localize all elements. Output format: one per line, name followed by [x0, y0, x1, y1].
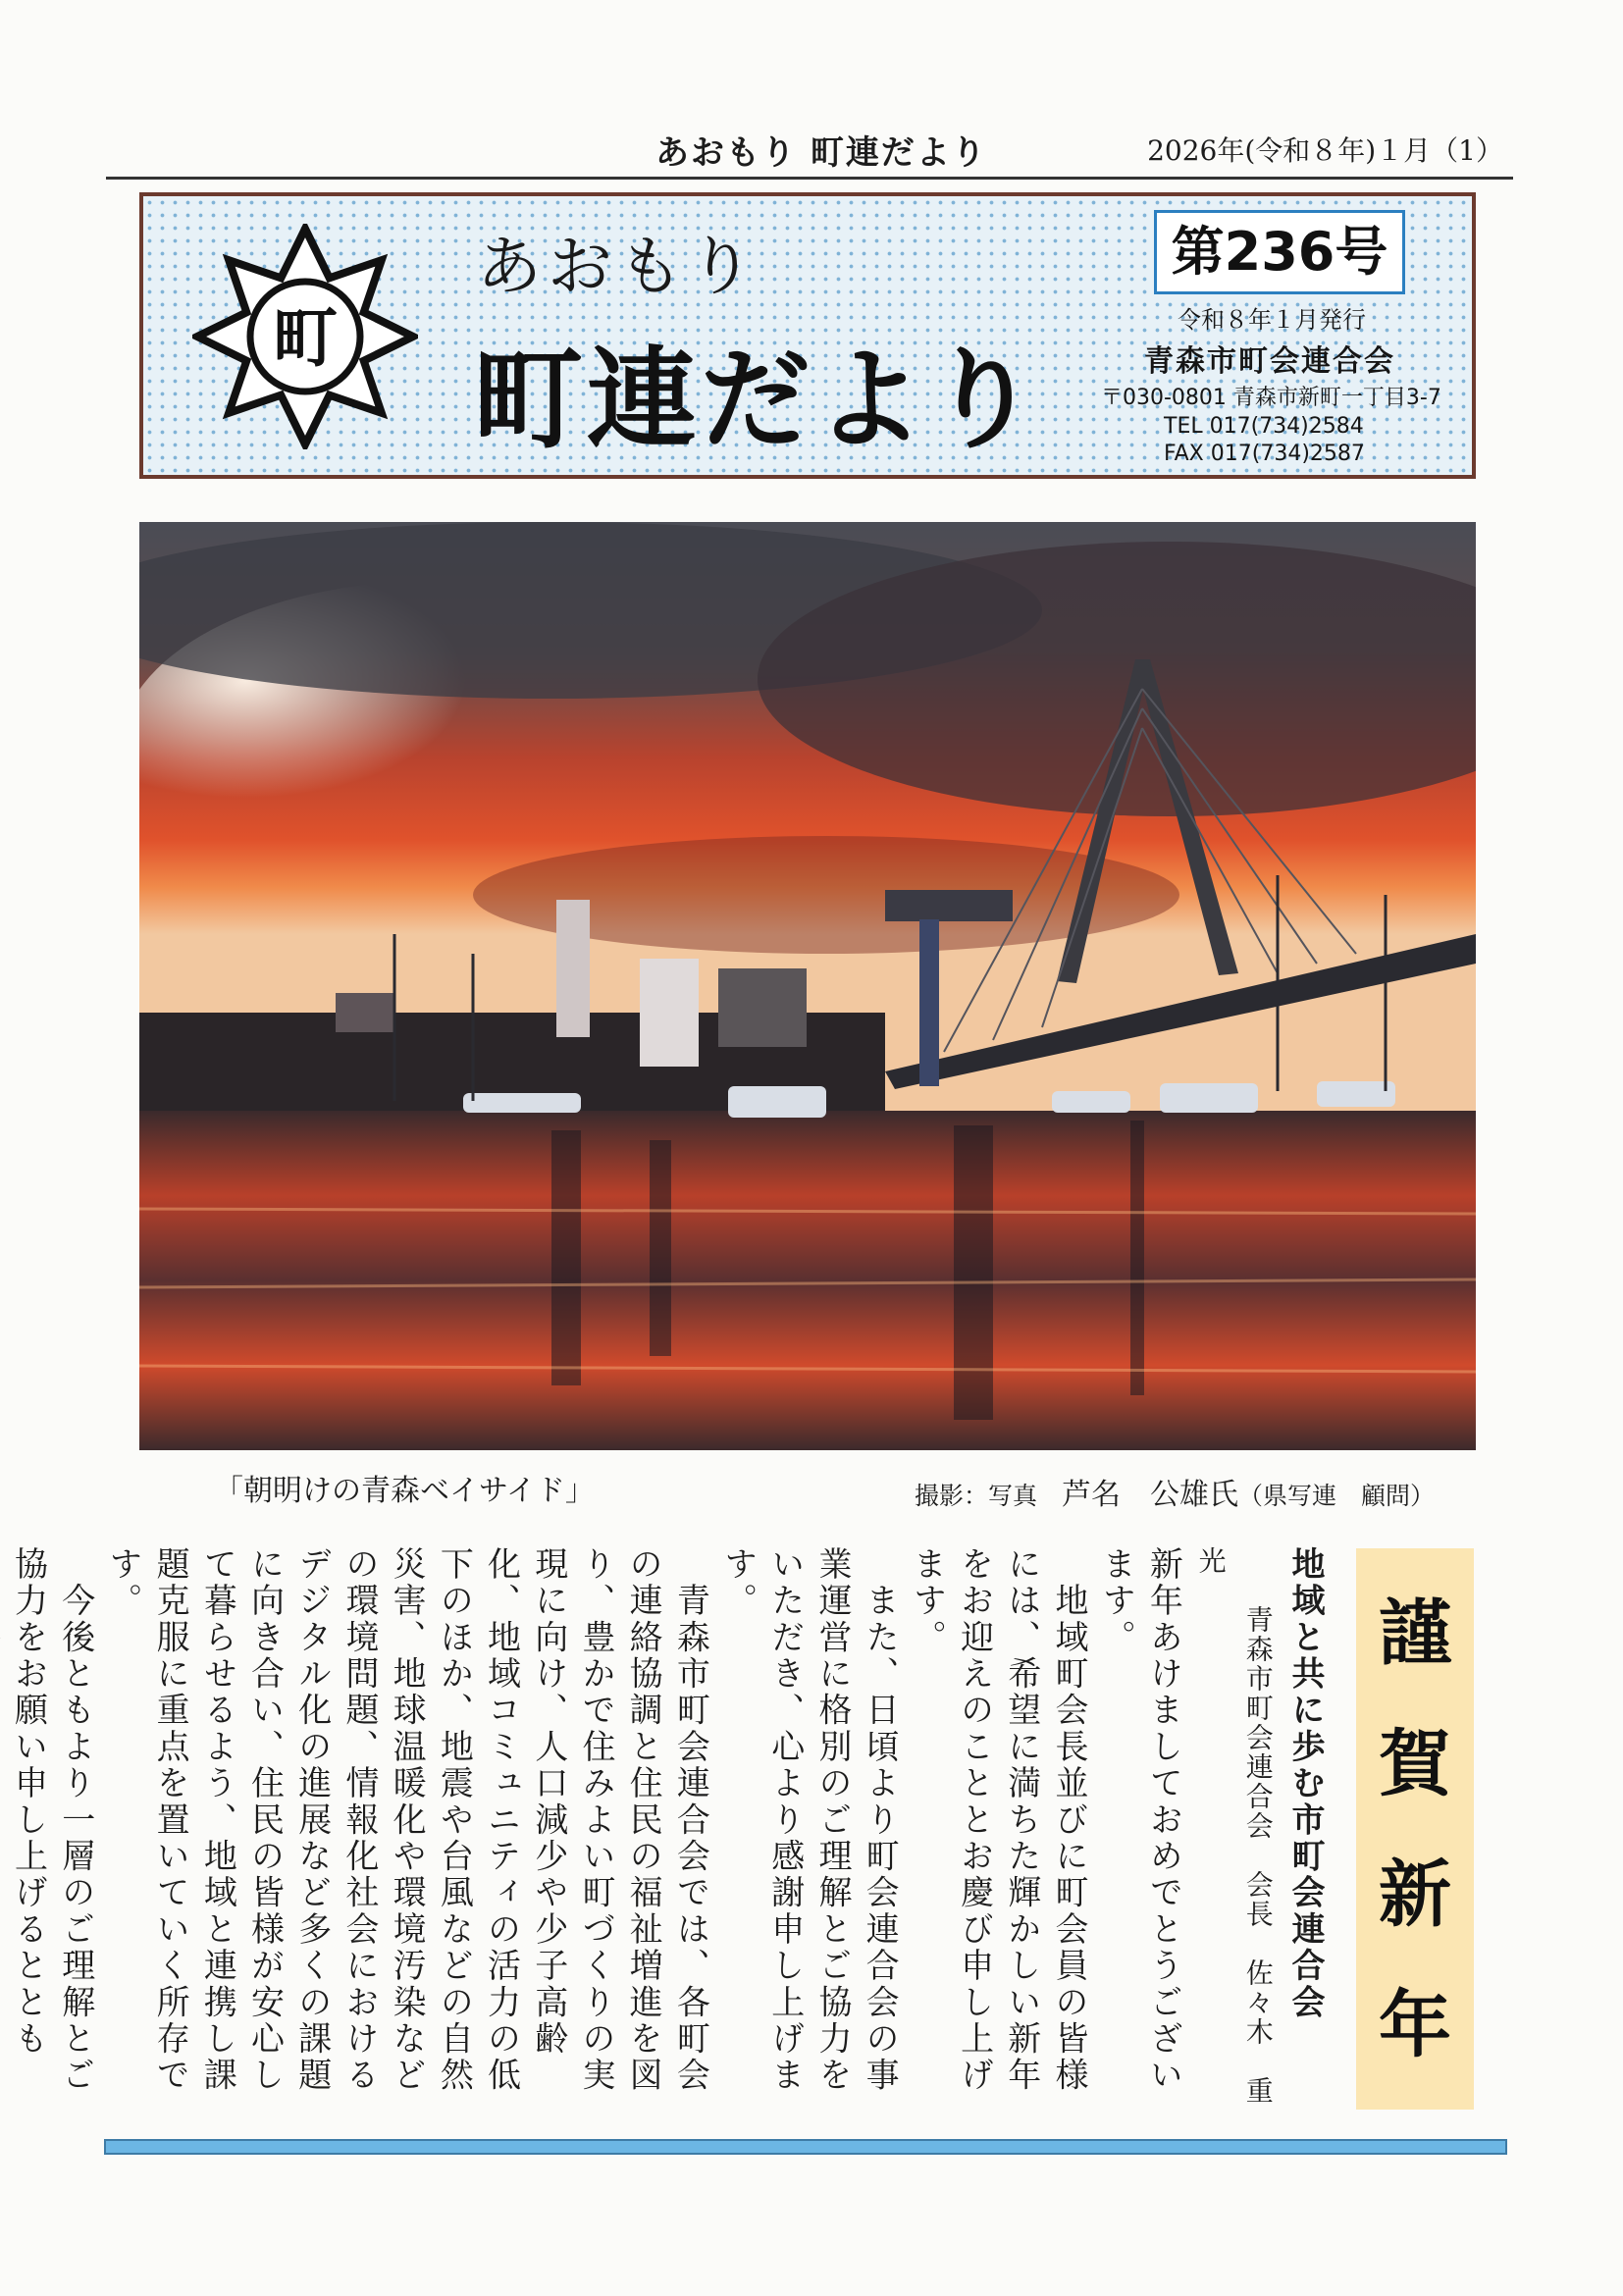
masthead — [139, 192, 1476, 479]
divider-bar — [104, 2139, 1507, 2155]
publisher-name: 青森市町会連合会 — [1144, 344, 1395, 379]
logo-character: 町 — [273, 300, 338, 376]
banner-char: 賀 — [1379, 1721, 1451, 1806]
cover-photo — [139, 522, 1476, 1450]
article-paragraph: また、日頃より町会連合会の事業運営に格別のご理解とご協力をいただき、心より感謝申し上げます。 — [717, 1546, 900, 2095]
banner-char: 新 — [1379, 1852, 1451, 1937]
newsletter-name: あおもり 町連だより — [655, 133, 987, 173]
greeting-article — [8, 1546, 1329, 2135]
article-paragraph: 今後ともより一層のご理解とご協力をお願い申し上げるととも — [8, 1546, 95, 2095]
article-title: 地域と共に歩む市町会連合会 — [1285, 1546, 1325, 2021]
article-paragraph: 青森市町会連合会では、各町会の連絡協調と住民の福祉増進を図り、豊かで住みよい町づくりの実現に向け、人口減少や少子高齢化、地域コミュニティの活力の低下のほか、地震や台風などの自然災害、地球温暖化や環境汚染などの環境問題、情報化社会におけるデジタル化の進展など多くの課題に向き合い、住民の皆様が安心して暮らせるよう、地域と連携し課題克服に重点を置いていく所存です。 — [102, 1546, 710, 2095]
photo-credit — [915, 1470, 1435, 1513]
article-paragraph: 地域町会長並びに町会員の皆様には、希望に満ちた輝かしい新年をお迎えのこととお慶び申し上げます。 — [907, 1546, 1088, 2095]
article-paragraph: 新年あけましておめでとうございます。 — [1096, 1546, 1183, 2094]
photo-caption: 「朝明けの青森ベイサイド」 — [214, 1474, 595, 1508]
publish-date: 令和８年１月発行 — [1178, 306, 1366, 334]
credit-prefix: 撮影：写真 — [915, 1482, 1038, 1510]
masthead-title-large: 町連だより — [473, 337, 1042, 464]
running-header — [106, 116, 1513, 180]
masthead-title-small: あおもり — [477, 229, 759, 304]
banner-char: 謹 — [1379, 1591, 1451, 1676]
author-text: 青森市町会連合会 会長 佐々木 重 光 — [1194, 1546, 1275, 2135]
credit-suffix: （県写連 顧問） — [1238, 1482, 1436, 1510]
publisher-tel: TEL 017(734)2584 — [1164, 414, 1364, 439]
article-author — [1186, 1546, 1281, 2135]
issue-number-box: 第236号 — [1154, 210, 1405, 294]
credit-name: 芦名 公雄氏 — [1062, 1478, 1239, 1512]
issue-date-page: 2026年(令和８年)１月（1） — [1147, 134, 1503, 167]
banner-char: 年 — [1379, 1982, 1451, 2067]
publisher-address: 〒030-0801 青森市新町一丁目3-7 — [1101, 386, 1441, 410]
new-year-banner — [1356, 1548, 1474, 2110]
publisher-fax: FAX 017(734)2587 — [1164, 442, 1365, 466]
town-logo-icon — [192, 224, 418, 449]
harbor-sunset-photo — [139, 522, 1476, 1450]
